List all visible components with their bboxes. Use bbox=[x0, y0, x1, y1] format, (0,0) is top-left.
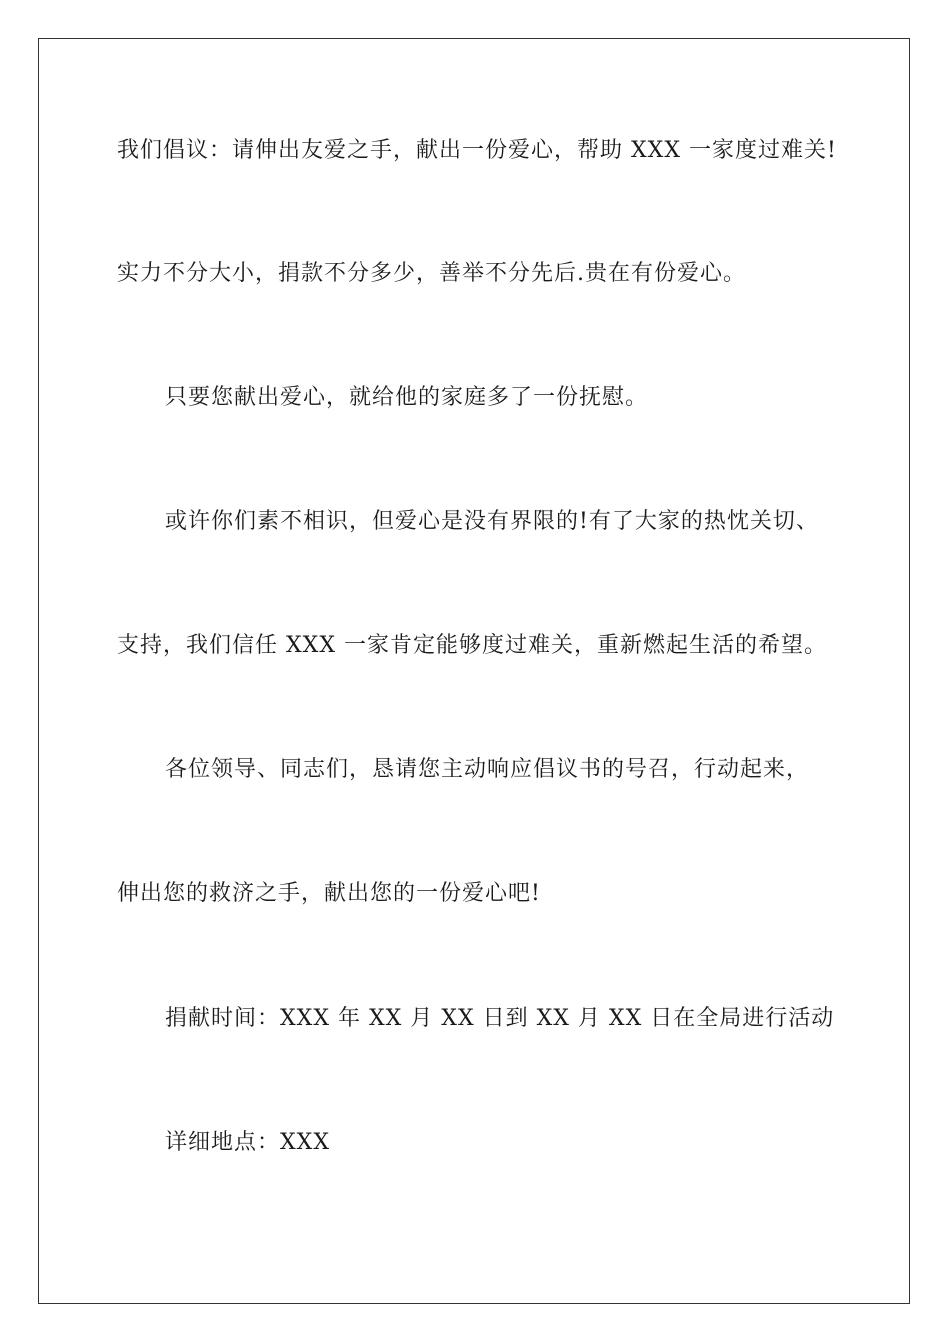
paragraph-line: 实力不分大小，捐款不分多少，善举不分先后.贵在有份爱心。 bbox=[117, 261, 746, 286]
paragraph-line: 只要您献出爱心，就给他的家庭多了一份抚慰。 bbox=[165, 385, 649, 410]
page-frame bbox=[38, 38, 910, 1304]
paragraph-line: 各位领导、同志们，恳请您主动响应倡议书的号召，行动起来， bbox=[165, 757, 810, 782]
paragraph-line: 我们倡议：请伸出友爱之手，献出一份爱心，帮助 XXX 一家度过难关! bbox=[117, 138, 837, 163]
donation-time-line: 捐献时间：XXX 年 XX 月 XX 日到 XX 月 XX 日在全局进行活动 bbox=[165, 1006, 835, 1031]
paragraph-line: 或许你们素不相识，但爱心是没有界限的!有了大家的热忱关切、 bbox=[165, 509, 819, 534]
paragraph-line: 支持，我们信任 XXX 一家肯定能够度过难关，重新燃起生活的希望。 bbox=[117, 633, 827, 658]
paragraph-line: 伸出您的救济之手，献出您的一份爱心吧! bbox=[117, 881, 541, 906]
location-line: 详细地点：XXX bbox=[165, 1130, 330, 1155]
